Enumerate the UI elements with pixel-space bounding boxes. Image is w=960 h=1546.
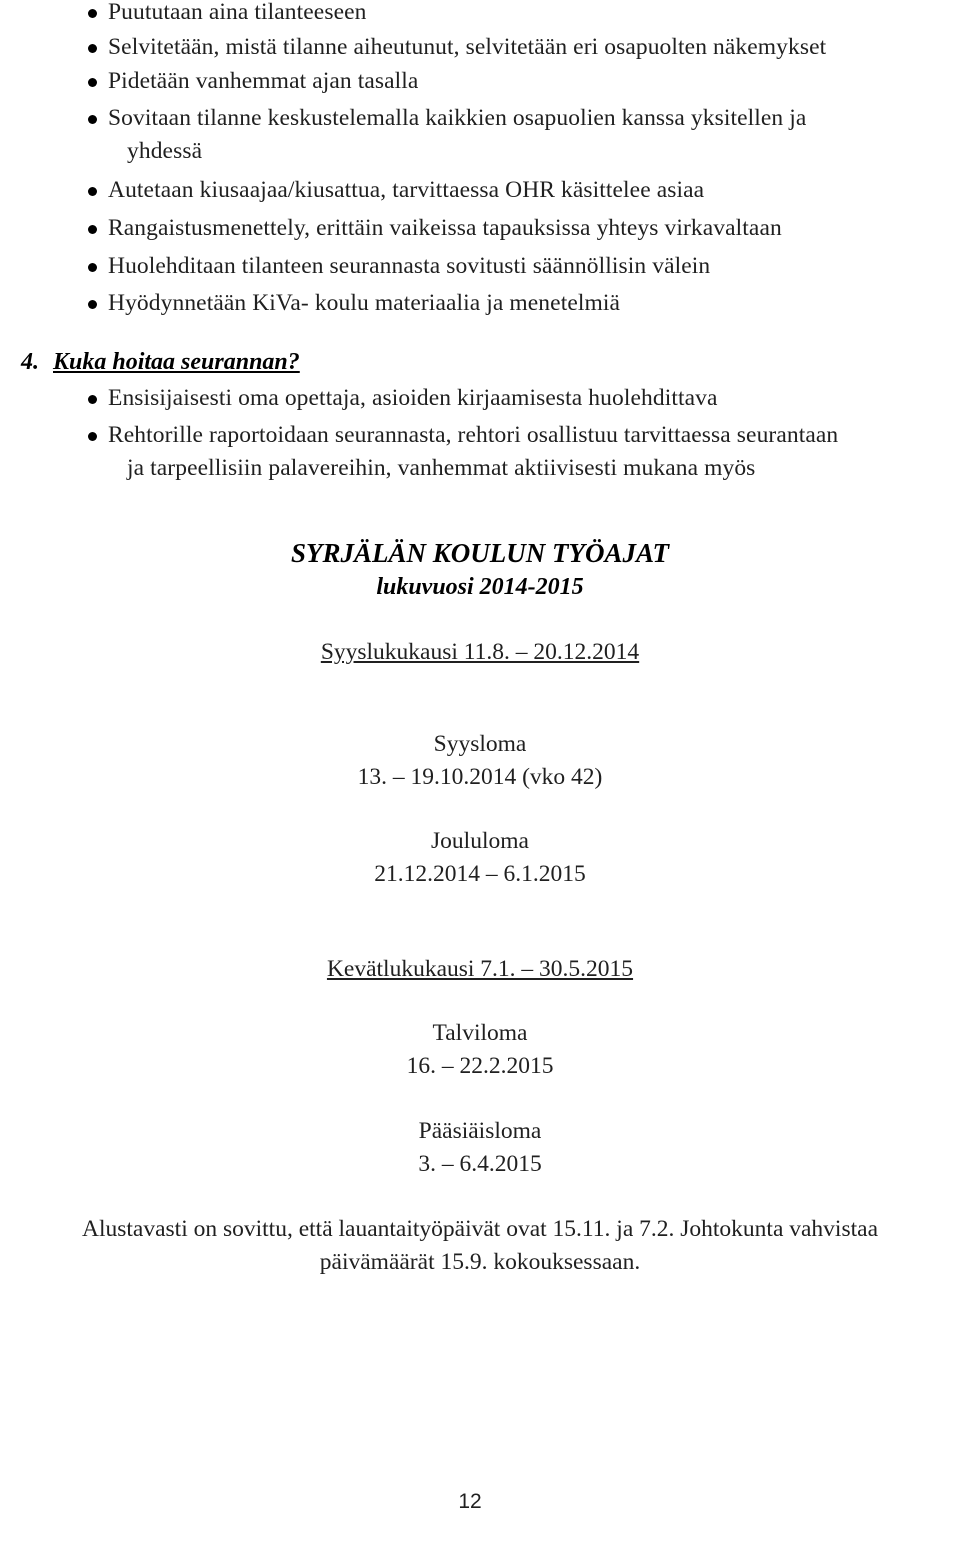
schedule-title: SYRJÄLÄN KOULUN TYÖAJAT — [290, 538, 670, 568]
bullet-icon — [88, 225, 97, 234]
bullet-icon — [88, 187, 97, 196]
bullet-icon — [88, 115, 97, 124]
schedule-subtitle: lukuvuosi 2014-2015 — [376, 574, 584, 600]
list-item: Selvitetään, mistä tilanne aiheutunut, selvitetään eri osapuolten näkemykset — [0, 29, 960, 64]
bullet-icon — [88, 9, 97, 18]
autumn-term: Syyslukukausi 11.8. – 20.12.2014 — [320, 639, 640, 665]
bullet-icon — [88, 44, 97, 53]
bullet-icon — [88, 300, 97, 309]
autumn-break-dates: 13. – 19.10.2014 (vko 42) — [357, 764, 603, 790]
bullet-icon — [88, 78, 97, 87]
autumn-break-label: Syysloma — [433, 731, 527, 757]
bullet-icon — [88, 263, 97, 272]
list-item: Ensisijaisesti oma opettaja, asioiden kirjaamisesta huolehdittava — [0, 382, 960, 415]
bullet-icon — [88, 432, 97, 441]
winter-break-dates: 16. – 22.2.2015 — [406, 1053, 554, 1079]
list-item: Sovitaan tilanne keskustelemalla kaikkien osapuolien kanssa yksitellen ja yhdessä — [0, 98, 960, 168]
list-item: Autetaan kiusaajaa/kiusattua, tarvittaessa OHR käsittelee asiaa — [0, 168, 960, 207]
list-item: Huolehditaan tilanteen seurannasta sovitusti säännöllisin välein — [0, 245, 960, 283]
section-heading: 4. Kuka hoitaa seurannan? — [21, 349, 300, 375]
list-item: Rehtorille raportoidaan seurannasta, rehtori osallistuu tarvittaessa seurantaan ja tarpeellisiin palavereihin, vanhemmat aktiivisesti mukana myös — [0, 415, 960, 485]
list-item: Pidetään vanhemmat ajan tasalla — [0, 64, 960, 98]
list-item: Puututaan aina tilanteeseen — [0, 0, 960, 29]
page-number: 12 — [458, 1490, 482, 1513]
easter-break-label: Pääsiäisloma — [418, 1118, 542, 1144]
list-item: Rangaistusmenettely, erittäin vaikeissa tapauksissa yhteys virkavaltaan — [0, 207, 960, 245]
measures-bullet-list — [0, 0, 960, 320]
christmas-break-label: Joululoma — [431, 828, 529, 854]
bullet-icon — [88, 395, 97, 404]
easter-break-dates: 3. – 6.4.2015 — [418, 1151, 542, 1177]
list-item: Hyödynnetään KiVa- koulu materiaalia ja menetelmiä — [0, 283, 960, 320]
spring-term: Kevätlukukausi 7.1. – 30.5.2015 — [326, 956, 634, 982]
saturday-workdays-note: Alustavasti on sovittu, että lauantaityöpäivät ovat 15.11. ja 7.2. Johtokunta vahvistaa päivämäärät 15.9. kokouksessaan. — [81, 1216, 879, 1275]
christmas-break-dates: 21.12.2014 – 6.1.2015 — [374, 861, 586, 887]
winter-break-label: Talviloma — [432, 1020, 528, 1046]
followup-bullet-list — [0, 382, 960, 485]
